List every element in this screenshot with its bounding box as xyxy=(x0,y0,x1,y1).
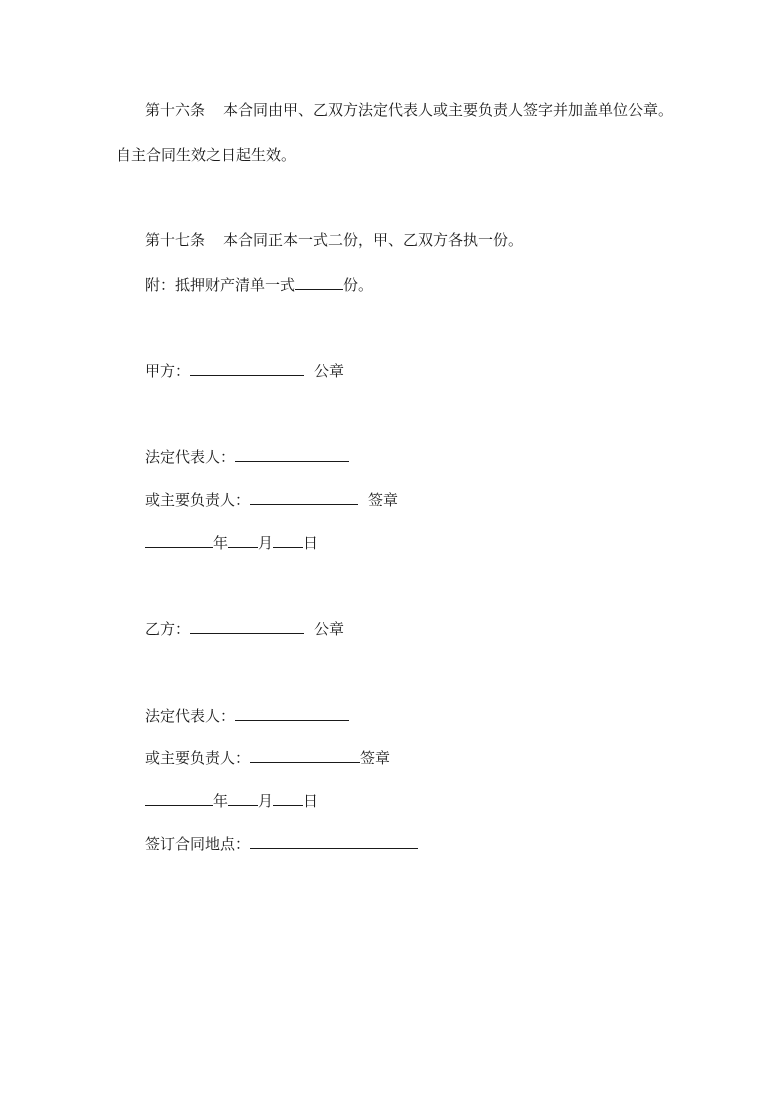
party-a-month-blank[interactable] xyxy=(228,531,258,548)
article-17-heading: 第十七条 xyxy=(145,231,206,249)
party-a-label: 甲方： xyxy=(145,362,191,380)
party-b-month: 月 xyxy=(258,792,274,810)
party-b-resp-line xyxy=(145,746,390,768)
party-a-resp-blank[interactable] xyxy=(250,488,358,505)
party-a-seal: 公章 xyxy=(314,362,345,380)
attachment-count-blank[interactable] xyxy=(295,273,343,290)
party-a-line xyxy=(145,359,344,381)
party-a-rep-line xyxy=(145,445,349,467)
party-b-name-blank[interactable] xyxy=(190,617,304,634)
party-b-rep-label: 法定代表人： xyxy=(145,707,236,725)
party-b-sign: 签章 xyxy=(360,749,391,767)
attachment-text: 附：抵押财产清单一式 xyxy=(145,276,296,294)
party-a-name-blank[interactable] xyxy=(190,359,304,376)
party-b-label: 乙方： xyxy=(145,620,191,638)
party-b-year: 年 xyxy=(213,792,229,810)
party-b-rep-blank[interactable] xyxy=(235,704,349,721)
article-16-heading: 第十六条 xyxy=(145,101,206,119)
party-b-seal: 公章 xyxy=(314,620,345,638)
party-b-year-blank[interactable] xyxy=(145,789,213,806)
party-b-resp-label: 或主要负责人： xyxy=(145,749,251,767)
attachment-suffix: 份。 xyxy=(343,276,374,294)
party-a-date-line xyxy=(145,531,318,553)
signing-place-blank[interactable] xyxy=(250,832,418,849)
party-a-rep-label: 法定代表人： xyxy=(145,448,236,466)
article-17-text: 本合同正本一式二份，甲、乙双方各执一份。 xyxy=(223,231,524,249)
signing-place-line xyxy=(145,832,418,854)
party-a-sign: 签章 xyxy=(368,491,399,509)
party-b-day: 日 xyxy=(303,792,319,810)
party-a-day: 日 xyxy=(303,534,319,552)
party-a-rep-blank[interactable] xyxy=(235,445,349,462)
party-a-year: 年 xyxy=(213,534,229,552)
party-a-month: 月 xyxy=(258,534,274,552)
party-a-resp-label: 或主要负责人： xyxy=(145,491,251,509)
article-16-line-2: 自主合同生效之日起生效。 xyxy=(116,146,297,164)
signing-place-label: 签订合同地点： xyxy=(145,835,251,853)
party-b-rep-line xyxy=(145,704,349,726)
party-b-day-blank[interactable] xyxy=(273,789,303,806)
article-16-line-1 xyxy=(145,100,673,120)
article-17-line xyxy=(145,230,523,250)
party-b-date-line xyxy=(145,789,318,811)
party-a-resp-line xyxy=(145,488,398,510)
party-a-day-blank[interactable] xyxy=(273,531,303,548)
article-16-text: 本合同由甲、乙双方法定代表人或主要负责人签字并加盖单位公章。 xyxy=(223,101,674,119)
party-b-resp-blank[interactable] xyxy=(250,746,360,763)
party-b-month-blank[interactable] xyxy=(228,789,258,806)
attachment-line xyxy=(145,273,373,295)
party-a-year-blank[interactable] xyxy=(145,531,213,548)
party-b-line xyxy=(145,617,344,639)
